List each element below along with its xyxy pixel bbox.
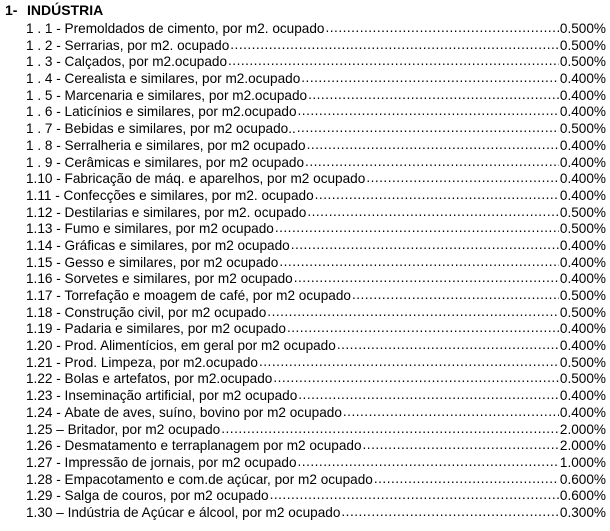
item-description: Cerealista e similares, por m2.ocupado xyxy=(64,71,301,87)
dot-leader xyxy=(341,504,559,521)
item-rate: 0.500% xyxy=(559,221,606,237)
dot-leader xyxy=(270,487,559,504)
dot-leader xyxy=(287,320,559,337)
item-code: 1.29 - xyxy=(26,488,61,504)
item-rate: 0.400% xyxy=(559,137,606,153)
item-code: 1 . 3 - xyxy=(26,54,61,70)
item-code: 1.10 - xyxy=(26,171,61,187)
item-rate: 0.400% xyxy=(559,187,606,203)
item-code: 1.28 - xyxy=(26,471,61,487)
item-code: 1.26 - xyxy=(26,438,61,454)
dot-leader xyxy=(307,204,559,221)
item-description: Empacotamento e com.de açúcar, por m2 ocupado xyxy=(64,471,373,487)
item-rate: 0.500% xyxy=(559,371,606,387)
item-description: Serrarias, por m2. ocupado xyxy=(64,37,230,53)
section-title: INDÚSTRIA xyxy=(27,2,104,18)
item-rate: 0.400% xyxy=(559,271,606,287)
dot-leader xyxy=(275,220,559,237)
dot-leader xyxy=(291,237,559,254)
item-rate: 0.400% xyxy=(559,388,606,404)
list-item xyxy=(26,472,606,489)
dot-leader xyxy=(273,370,559,387)
item-description: Construção civil, por m2 ocupado xyxy=(64,304,267,320)
item-rate: 0.400% xyxy=(559,104,606,120)
item-rate: 0.500% xyxy=(559,288,606,303)
item-code: 1.11 - xyxy=(26,187,60,203)
list-item xyxy=(26,388,606,405)
dot-leader xyxy=(374,471,559,488)
item-description: Inseminação artificial, por m2 ocupado xyxy=(64,388,298,404)
item-description: Desmatamento e terraplanagem por m2 ocupado xyxy=(64,438,362,454)
list-item xyxy=(26,138,606,155)
item-description: Indústria de Açúcar e álcool, por m2 ocupado xyxy=(67,504,341,520)
list-item xyxy=(26,238,606,255)
item-rate: 0.500% xyxy=(559,21,606,36)
item-code: 1 . 5 - xyxy=(26,87,61,103)
list-item xyxy=(26,288,606,305)
list-item xyxy=(26,171,606,188)
list-item xyxy=(26,371,606,388)
list-item xyxy=(26,405,606,422)
item-code: 1.17 - xyxy=(26,288,61,303)
list-item xyxy=(26,338,606,355)
item-description: Sorvetes e similares, por m2 ocupado xyxy=(64,271,293,287)
dot-leader xyxy=(301,70,559,87)
item-description: Torrefação e moagem de café, por m2 ocupado xyxy=(64,288,351,303)
dot-leader xyxy=(307,137,559,154)
dot-leader xyxy=(298,387,559,404)
item-code: 1.24 - xyxy=(26,404,61,420)
item-code: 1.23 - xyxy=(26,388,61,404)
list-item xyxy=(26,355,606,372)
item-code: 1.30 – xyxy=(26,504,64,520)
item-description: Prod. Limpeza, por m2.ocupado xyxy=(64,354,258,370)
dot-leader xyxy=(326,20,559,37)
item-code: 1.21 - xyxy=(26,354,61,370)
section-number: 1- xyxy=(5,2,18,18)
item-rate: 2.000% xyxy=(559,438,606,454)
dot-leader xyxy=(298,454,559,471)
item-rate: 0.500% xyxy=(559,121,606,137)
item-description: Bolas e artefatos, por m2.ocupado xyxy=(64,371,273,387)
dot-leader xyxy=(279,254,559,271)
item-code: 1.25 – xyxy=(26,421,64,437)
dot-leader xyxy=(315,187,559,204)
item-description: Confecções e similares, por m2. ocupado xyxy=(63,187,314,203)
item-rate: 0.600% xyxy=(559,471,606,487)
item-code: 1 . 4 - xyxy=(26,71,61,87)
list-item xyxy=(26,321,606,338)
list-item xyxy=(26,21,606,38)
dot-leader xyxy=(366,170,559,187)
item-description: Gráficas e similares, por m2 ocupado xyxy=(64,237,290,253)
item-rate: 0.400% xyxy=(559,254,606,270)
item-rate: 0.500% xyxy=(559,54,606,70)
list-item xyxy=(26,505,606,522)
list-item xyxy=(26,188,606,205)
item-description: Prod. Alimentícios, em geral por m2 ocupado xyxy=(64,338,336,354)
dot-leader xyxy=(294,270,559,287)
item-code: 1.20 - xyxy=(26,338,61,354)
dot-leader xyxy=(363,437,559,454)
list-item xyxy=(26,38,606,55)
list-item xyxy=(26,271,606,288)
item-rate: 0.400% xyxy=(559,404,606,420)
dot-leader xyxy=(267,304,559,321)
item-code: 1 . 9 - xyxy=(26,154,61,170)
dot-leader xyxy=(337,337,559,354)
item-rate: 0.400% xyxy=(559,171,606,187)
item-rate: 0.400% xyxy=(559,237,606,253)
item-code: 1.16 - xyxy=(26,271,61,287)
list-item xyxy=(26,488,606,505)
item-description: Abate de aves, suíno, bovino por m2 ocupado xyxy=(64,404,342,420)
item-description: Destilarias e similares, por m2. ocupado xyxy=(64,204,307,220)
list-item xyxy=(26,155,606,172)
list-item xyxy=(26,422,606,439)
section-heading xyxy=(5,1,103,19)
item-rate: 0.400% xyxy=(559,71,606,87)
dot-leader xyxy=(297,120,559,137)
list-item xyxy=(26,104,606,121)
list-item xyxy=(26,305,606,322)
list-item xyxy=(26,71,606,88)
item-code: 1.27 - xyxy=(26,454,61,470)
item-rate: 1.000% xyxy=(559,454,606,470)
item-code: 1 . 7 - xyxy=(26,121,61,137)
list-item xyxy=(26,88,606,105)
dot-leader xyxy=(228,53,559,70)
list-item xyxy=(26,205,606,222)
item-description: Padaria e similares, por m2 ocupado xyxy=(64,321,286,337)
item-description: Fabricação de máq. e aparelhos, por m2 ocupado xyxy=(64,171,366,187)
item-description: Gesso e similares, por m2 ocupado xyxy=(64,254,279,270)
item-rate: 0.500% xyxy=(559,354,606,370)
item-description: Premoldados de cimento, por m2. ocupado xyxy=(64,21,325,36)
list-item xyxy=(26,221,606,238)
item-code: 1.18 - xyxy=(26,304,61,320)
item-code: 1.14 - xyxy=(26,237,61,253)
dot-leader xyxy=(343,404,559,421)
item-code: 1.19 - xyxy=(26,321,61,337)
list-item xyxy=(26,438,606,455)
item-code: 1.12 - xyxy=(26,204,61,220)
dot-leader xyxy=(230,37,559,54)
item-code: 1.13 - xyxy=(26,221,61,237)
item-code: 1 . 1 - xyxy=(26,21,61,36)
item-code: 1 . 6 - xyxy=(26,104,61,120)
item-rate: 0.400% xyxy=(559,87,606,103)
list-item xyxy=(26,455,606,472)
item-rate: 0.400% xyxy=(559,321,606,337)
item-description: Bebidas e similares, por m2 ocupado.. xyxy=(64,121,296,137)
dot-leader xyxy=(305,154,559,171)
dot-leader xyxy=(308,87,559,104)
item-description: Marcenaria e similares, por m2.ocupado xyxy=(64,87,308,103)
dot-leader xyxy=(298,103,559,120)
item-rate: 0.300% xyxy=(559,504,606,520)
item-code: 1 . 8 - xyxy=(26,137,61,153)
item-rate: 0.600% xyxy=(559,488,606,504)
item-rate: 0.400% xyxy=(559,338,606,354)
item-code: 1.22 - xyxy=(26,371,61,387)
item-description: Britador, por m2 ocupado xyxy=(67,421,221,437)
item-description: Salga de couros, por m2 ocupado xyxy=(64,488,269,504)
item-description: Fumo e similares, por m2 ocupado xyxy=(64,221,274,237)
item-rate: 0.400% xyxy=(559,154,606,170)
item-code: 1.15 - xyxy=(26,254,61,270)
item-description: Cerâmicas e similares, por m2 ocupado xyxy=(64,154,305,170)
item-description: Impressão de jornais, por m2 ocupado xyxy=(64,454,297,470)
item-description: Calçados, por m2.ocupado xyxy=(64,54,228,70)
list-item xyxy=(26,121,606,138)
dot-leader xyxy=(259,354,559,371)
item-rate: 2.000% xyxy=(559,421,606,437)
item-rate: 0.500% xyxy=(559,304,606,320)
dot-leader xyxy=(352,287,559,304)
item-code: 1 . 2 - xyxy=(26,37,61,53)
dot-leader xyxy=(221,421,559,438)
list-item xyxy=(26,255,606,272)
item-rate: 0.500% xyxy=(559,204,606,220)
rate-list xyxy=(26,21,606,522)
list-item xyxy=(26,54,606,71)
item-rate: 0.500% xyxy=(559,37,606,53)
item-description: Laticínios e similares, por m2.ocupado xyxy=(64,104,297,120)
item-description: Serralheria e similares, por m2 ocupado xyxy=(64,137,306,153)
